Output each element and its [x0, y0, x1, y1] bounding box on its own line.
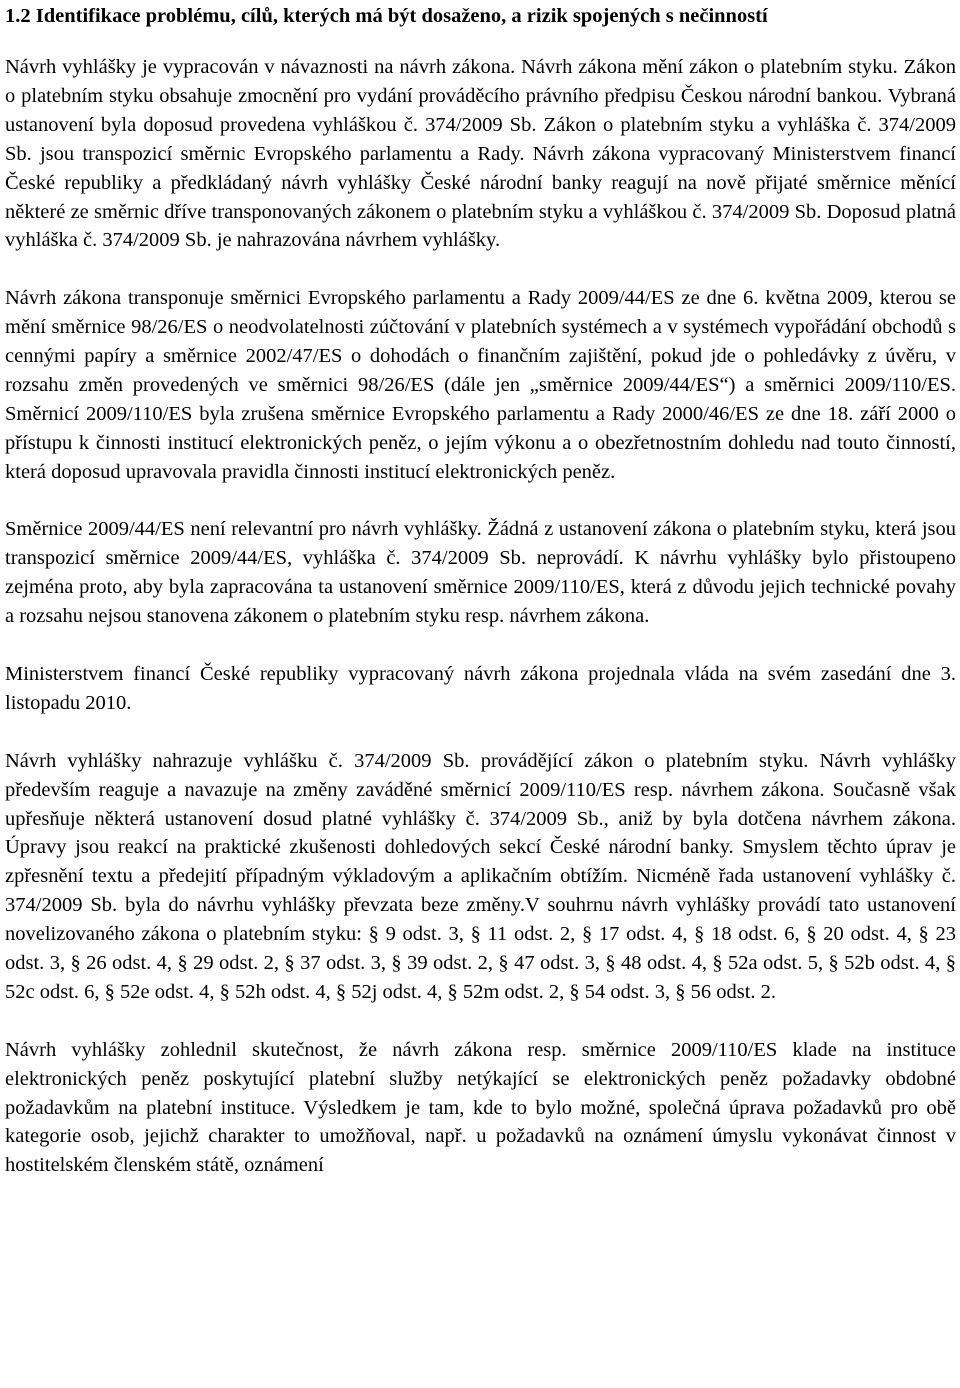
paragraph-6: Návrh vyhlášky zohlednil skutečnost, že návrh zákona resp. směrnice 2009/110/ES klade na instituce elektronických peněz poskytující platební služby netýkající se elektronických peněz požadavky obdobné požadavkům na platební instituce. Výsledkem je tam, kde to bylo možné, společná úprava požadavků pro obě kategorie osob, jejichž charakter to umožňoval, např. u požadavků na oznámení úmyslu vykonávat činnost v hostitelském členském státě, oznámení [5, 1038, 956, 1177]
section-heading: 1.2 Identifikace problému, cílů, kterých má být dosaženo, a rizik spojených s nečinností [5, 5, 768, 27]
paragraph-2: Návrh zákona transponuje směrnici Evropského parlamentu a Rady 2009/44/ES ze dne 6. května 2009, kterou se mění směrnice 98/26/ES o neodvolatelnosti zúčtování v platebních systémech a v systémech vypořádání obchodů s cennými papíry a směrnice 2002/47/ES o dohodách o finančním zajištění, pokud jde o pohledávky z úvěru, v rozsahu změn provedených ve směrnici 98/26/ES (dále jen „směrnice 2009/44/ES“) a směrnici 2009/110/ES. Směrnicí 2009/110/ES byla zrušena směrnice Evropského parlamentu a Rady 2000/46/ES ze dne 18. září 2000 o přístupu k činnosti institucí elektronických peněz, o jejím výkonu a o obezřetnostním dohledu nad touto činností, která doposud upravovala pravidla činnosti institucí elektronických peněz. [5, 287, 956, 483]
paragraph-5: Návrh vyhlášky nahrazuje vyhlášku č. 374/2009 Sb. prováděјící zákon o platebním styku. Návrh vyhlášky především reaguje a navazuje na změny zaváděné směrnicí 2009/110/ES resp. návrhem zákona. Současně však upřesňuje některá ustanovení dosud platné vyhlášky č. 374/2009 Sb., aniž by byla dotčena návrhem zákona. Úpravy jsou reakcí na praktické zkušenosti dohledových sekcí České národní banky. Smyslem těchto úprav je zpřesnění textu a předejití případným výkladovým a aplikačním obtížím. Nicméně řada ustanovení vyhlášky č. 374/2009 Sb. byla do návrhu vyhlášky převzata beze změny.V souhrnu návrh vyhlášky provádí tato ustanovení novelizovaného zákona o platebním styku: § 9 odst. 3, § 11 odst. 2, § 17 odst. 4, § 18 odst. 6, § 20 odst. 4, § 23 odst. 3, § 26 odst. 4, § 29 odst. 2, § 37 odst. 3, § 39 odst. 2, § 47 odst. 3, § 48 odst. 4, § 52a odst. 5, § 52b odst. 4, § 52c odst. 6, § 52e odst. 4, § 52h odst. 4, § 52j odst. 4, § 52m odst. 2, § 54 odst. 3, § 56 odst. 2. [5, 749, 956, 1003]
paragraph-3: Směrnice 2009/44/ES není relevantní pro návrh vyhlášky. Žádná z ustanovení zákona o platebním styku, která jsou transpozicí směrnice 2009/44/ES, vyhláška č. 374/2009 Sb. neprovádí. K návrhu vyhlášky bylo přistoupeno zejména proto, aby byla zapracována ta ustanovení směrnice 2009/110/ES, která z důvodu jejich technické povahy a rozsahu nejsou stanovena zákonem o platebním styku resp. návrhem zákona. [5, 518, 956, 628]
paragraph-4: Ministerstvem financí České republiky vypracovaný návrh zákona projednala vláda na svém zasedání dne 3. listopadu 2010. [5, 662, 956, 714]
paragraph-1: Návrh vyhlášky je vypracován v návaznosti na návrh zákona. Návrh zákona mění zákon o platebním styku. Zákon o platebním styku obsahuje zmocnění pro vydání prováděcího právního předpisu Českou národní bankou. Vybraná ustanovení byla doposud provedena vyhláškou č. 374/2009 Sb. Zákon o platebním styku a vyhláška č. 374/2009 Sb. jsou transpozicí směrnic Evropského parlamentu a Rady. Návrh zákona vypracovaný Ministerstvem financí České republiky a předkládaný návrh vyhlášky České národní banky reagují na nově přijaté směrnice měnící některé ze směrnic dříve transponovaných zákonem o platebním styku a vyhláškou č. 374/2009 Sb. Doposud platná vyhláška č. 374/2009 Sb. je nahrazována návrhem vyhlášky. [5, 56, 956, 252]
document-page [5, 0, 956, 1180]
